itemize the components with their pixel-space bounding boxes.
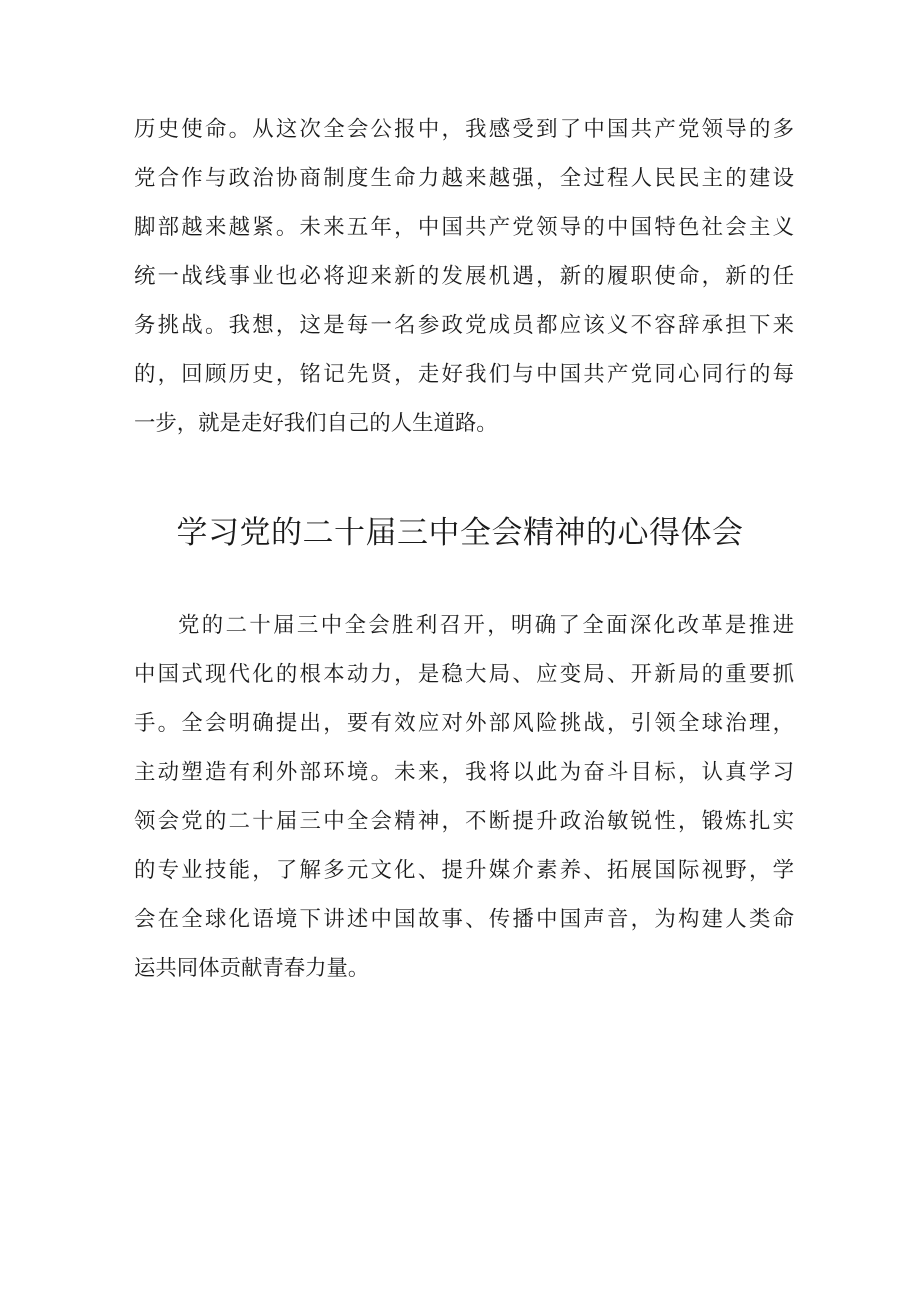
paragraph-line: 统一战线事业也必将迎来新的发展机遇，新的履职使命，新的任 [134,264,794,289]
paragraph-line: 历史使命。从这次全会公报中，我感受到了中国共产党领导的多 [134,117,794,142]
paragraph-line: 的专业技能，了解多元文化、提升媒介素养、拓展国际视野，学 [134,858,794,883]
paragraph-line: 的，回顾历史，铭记先贤，走好我们与中国共产党同心同行的每 [134,362,794,387]
paragraph-line: 脚部越来越紧。未来五年，中国共产党领导的中国特色社会主义 [134,215,794,240]
paragraph-line: 党合作与政治协商制度生命力越来越强，全过程人民民主的建设 [134,166,794,191]
paragraph-line: 领会党的二十届三中全会精神，不断提升政治敏锐性，锻炼扎实 [134,809,794,834]
paragraph-line: 会在全球化语境下讲述中国故事、传播中国声音，为构建人类命 [134,907,794,932]
paragraph-line: 党的二十届三中全会胜利召开，明确了全面深化改革是推进 [178,613,794,638]
paragraph-line: 一步，就是走好我们自己的人生道路。 [134,411,498,436]
article-title: 学习党的二十届三中全会精神的心得体会 [176,515,744,551]
paragraph-line: 运共同体贡献青春力量。 [134,956,370,981]
paragraph-line: 中国式现代化的根本动力，是稳大局、应变局、开新局的重要抓 [134,662,794,687]
paragraph-line: 务挑战。我想，这是每一名参政党成员都应该义不容辞承担下来 [134,313,794,338]
paragraph-line: 主动塑造有利外部环境。未来，我将以此为奋斗目标，认真学习 [134,760,794,785]
paragraph-line: 手。全会明确提出，要有效应对外部风险挑战，引领全球治理， [134,711,794,736]
